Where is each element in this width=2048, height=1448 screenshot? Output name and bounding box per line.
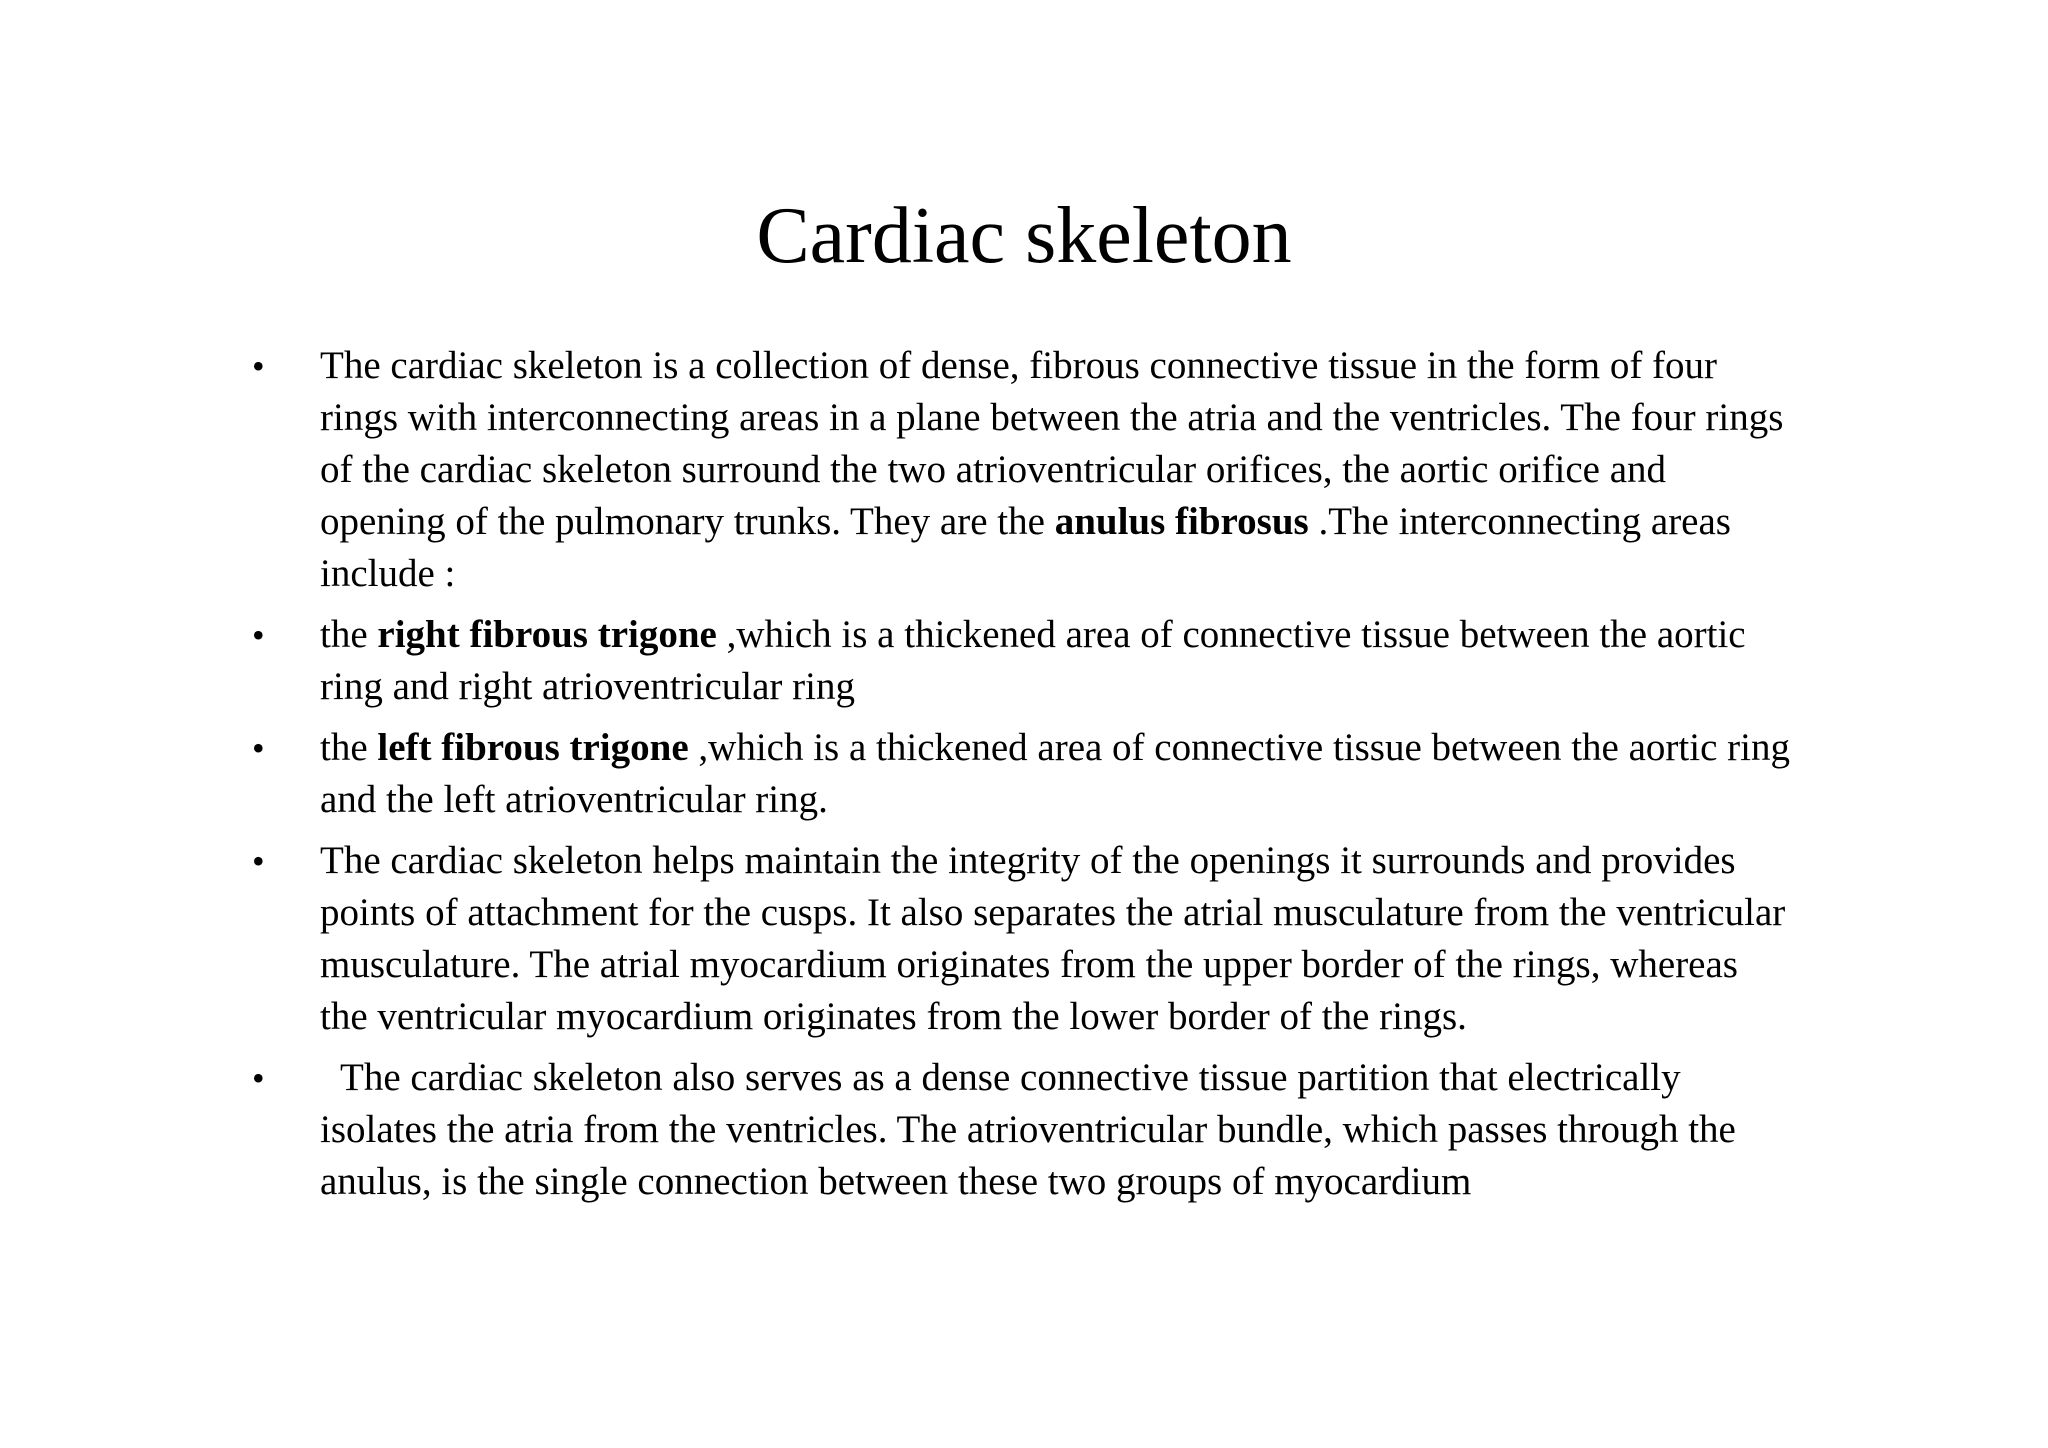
bullet-line — [320, 722, 1812, 774]
slide-title: Cardiac skeleton — [756, 192, 1292, 280]
bullet-item — [252, 835, 1812, 1043]
bullet-item — [252, 722, 1812, 826]
bold-term: anulus fibrosus — [1054, 500, 1309, 543]
bullet-line — [320, 496, 1812, 548]
text-segment: The cardiac skeleton also serves as a dense connective tissue partition that electrically — [340, 1056, 1681, 1099]
bullet-line — [320, 548, 1812, 600]
bullet-line — [320, 1104, 1812, 1156]
bullet-line — [320, 939, 1812, 991]
text-segment: .The interconnecting areas — [1308, 500, 1731, 543]
bullet-marker: • — [252, 615, 265, 655]
text-segment: The cardiac skeleton is a collection of dense, fibrous connective tissue in the form of four — [320, 344, 1718, 387]
bullet-line — [320, 1052, 1812, 1104]
bullet-line — [320, 835, 1812, 887]
bullet-line — [320, 340, 1812, 392]
bullet-marker: • — [252, 841, 265, 881]
bullet-item — [252, 340, 1812, 600]
text-segment: ,which is a thickened area of connective tissue between the aortic ring — [688, 726, 1790, 769]
bullet-line — [320, 444, 1812, 496]
text-segment: opening of the pulmonary trunks. They are the — [320, 500, 1055, 543]
text-segment: anulus, is the single connection between these two groups of myocardium — [320, 1160, 1472, 1203]
bullet-line — [320, 887, 1812, 939]
text-segment: isolates the atria from the ventricles. The atrioventricular bundle, which passes through the — [320, 1108, 1736, 1151]
text-segment: the — [320, 613, 378, 656]
text-segment: of the cardiac skeleton surround the two atrioventricular orifices, the aortic orifice and — [320, 448, 1667, 491]
bullet-item — [252, 609, 1812, 713]
bullet-list — [252, 340, 1812, 1217]
bold-term: left fibrous trigone — [377, 726, 689, 769]
text-segment: the — [320, 726, 378, 769]
bullet-line — [320, 991, 1812, 1043]
bullet-line — [320, 1156, 1812, 1208]
bullet-item — [252, 1052, 1812, 1208]
bullet-line — [320, 392, 1812, 444]
bold-term: right fibrous trigone — [377, 613, 717, 656]
text-segment: points of attachment for the cusps. It also separates the atrial musculature from the ventricular — [320, 891, 1786, 934]
text-segment: rings with interconnecting areas in a plane between the atria and the ventricles. The four rings — [320, 396, 1784, 439]
text-segment: the ventricular myocardium originates from the lower border of the rings. — [320, 995, 1467, 1038]
bullet-marker: • — [252, 728, 265, 768]
text-segment: include : — [320, 552, 456, 595]
bullet-line — [320, 774, 1812, 826]
bullet-line — [320, 661, 1812, 713]
text-segment: ring and right atrioventricular ring — [320, 665, 855, 708]
bullet-marker: • — [252, 1058, 265, 1098]
text-segment: The cardiac skeleton helps maintain the integrity of the openings it surrounds and provides — [320, 839, 1736, 882]
bullet-line — [320, 609, 1812, 661]
text-segment: musculature. The atrial myocardium originates from the upper border of the rings, whereas — [320, 943, 1738, 986]
text-segment: and the left atrioventricular ring. — [320, 778, 828, 821]
text-segment: ,which is a thickened area of connective tissue between the aortic — [716, 613, 1746, 656]
bullet-marker: • — [252, 346, 265, 386]
